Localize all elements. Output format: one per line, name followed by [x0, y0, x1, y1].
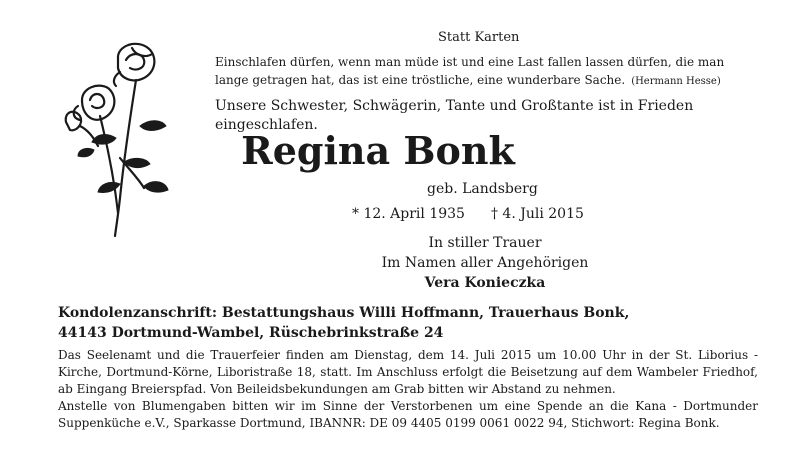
deceased-name: Regina Bonk [241, 128, 515, 173]
mourning-line-2: Im Namen aller Angehörigen [381, 255, 589, 271]
life-dates [352, 206, 584, 222]
header-title: Statt Karten [438, 30, 520, 45]
birth-date: * 12. April 1935 [352, 206, 465, 222]
condolence-line-2: 44143 Dortmund-Wambel, Rüschebrinkstraße 24 [58, 325, 444, 341]
birth-name: geb. Landsberg [427, 181, 538, 197]
deceased-name-wrap [0, 128, 800, 173]
death-date: † 4. Juli 2015 [490, 206, 584, 222]
quote-block [215, 53, 760, 91]
mourning-line-1: In stiller Trauer [428, 235, 542, 251]
mourning-block [365, 233, 605, 273]
signer-name: Vera Konieczka [424, 275, 546, 291]
quote-text: Einschlafen dürfen, wenn man müde ist und eine Last fallen lassen dürfen, die man lange getragen hat, das ist eine tröstliche, eine wunderbare Sache. [215, 55, 725, 87]
condolence-address [58, 303, 629, 343]
condolence-line-1: Kondolenzanschrift: Bestattungshaus Willi Hoffmann, Trauerhaus Bonk, [58, 305, 630, 321]
intro-text: Unsere Schwester, Schwägerin, Tante und Großtante ist in Frieden eingeschlafen. [215, 98, 694, 133]
quote-author: (Hermann Hesse) [631, 76, 721, 87]
donation-paragraph: Anstelle von Blumengaben bitten wir im Sinne der Verstorbenen um eine Spende an die Kana - Dortmunder Suppenküche e.V., Sparkasse Dortmund, IBANNR: DE 09 4405 0199 0061 0022 94, Stichwort: Regina Bonk. [58, 399, 758, 430]
funeral-info-paragraph: Das Seelenamt und die Trauerfeier finden am Dienstag, dem 14. Juli 2015 um 10.00 Uhr in der St. Liborius - Kirche, Dortmund-Körne, Liboristraße 18, statt. Im Anschluss erfolgt die Beisetzung auf dem Wambeler Friedhof, ab Eingang Breierspfad. Von Beileidsbekundungen am Grab bitten wir Abstand zu nehmen. [58, 348, 758, 396]
